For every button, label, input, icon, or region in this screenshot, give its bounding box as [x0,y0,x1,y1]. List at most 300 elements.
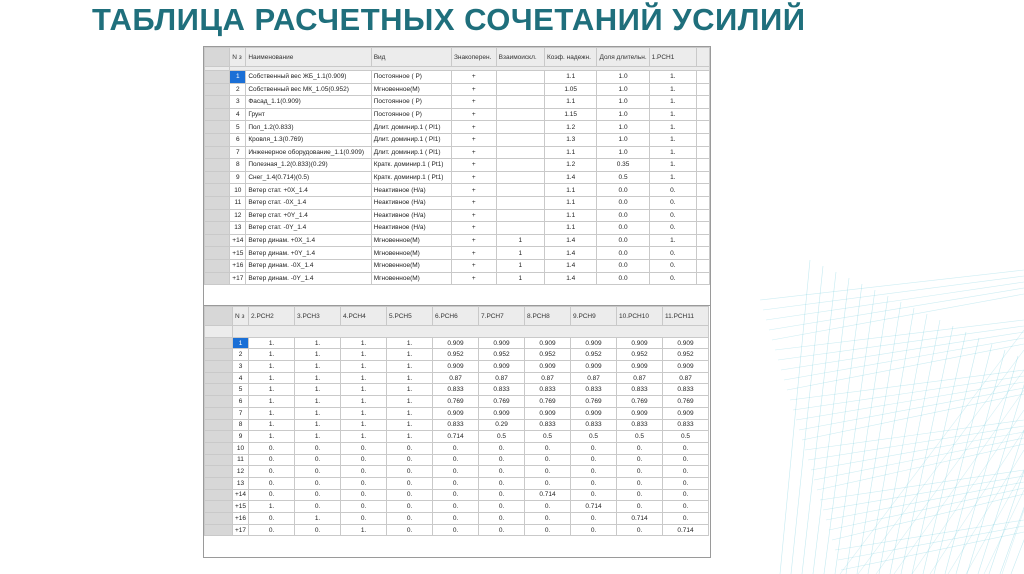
table-cell[interactable]: Неактивное (Н/а) [371,222,451,235]
row-header[interactable] [205,349,233,361]
table-cell[interactable]: Ветер стат. -0X_1.4 [246,196,371,209]
combination-coefficients-table[interactable] [203,305,711,558]
table-cell[interactable]: 0. [249,489,295,501]
table-cell[interactable]: 0.833 [433,419,479,431]
table-cell[interactable]: 0. [341,466,387,478]
table-row[interactable] [205,234,710,247]
table-cell[interactable]: 0. [433,454,479,466]
table-cell[interactable]: 0.5 [571,431,617,443]
table-cell[interactable]: 1. [295,513,341,525]
table-cell[interactable]: 0. [295,477,341,489]
table-cell[interactable]: 0. [525,454,571,466]
table-cell[interactable]: 0. [663,501,709,513]
table-cell[interactable]: 0.5 [479,431,525,443]
table-cell[interactable]: 3 [233,361,249,373]
table-cell[interactable]: Кратк. доминир.1 ( Pt1) [371,171,451,184]
table-row[interactable] [205,196,710,209]
table-row[interactable] [205,272,710,285]
table-cell[interactable]: 0.5 [617,431,663,443]
col-header-rsn8[interactable]: 8.РСН8 [525,307,571,326]
table-cell[interactable]: 0.833 [571,384,617,396]
col-header-rsn11[interactable]: 11.РСН11 [663,307,709,326]
table-cell[interactable]: 1. [341,361,387,373]
table-cell[interactable]: 1 [496,247,544,260]
table-cell[interactable]: 0.952 [663,349,709,361]
table-cell[interactable]: 1. [341,407,387,419]
table-cell[interactable]: 1.4 [544,247,597,260]
row-header[interactable] [205,361,233,373]
table-cell[interactable]: 4 [230,108,246,121]
col-header-sign-alternating[interactable]: Знакоперен. [451,48,496,67]
table-cell[interactable]: 1. [649,121,696,134]
table-cell[interactable]: 0.909 [433,361,479,373]
table-cell[interactable]: 1. [649,234,696,247]
table-cell[interactable]: +15 [230,247,246,260]
table-cell[interactable]: 1. [249,349,295,361]
table-cell[interactable]: Ветер динам. -0X_1.4 [246,259,371,272]
table-cell[interactable]: 0. [617,454,663,466]
col-header-rsn4[interactable]: 4.РСН4 [341,307,387,326]
table-cell[interactable]: 0. [571,524,617,536]
table-cell[interactable]: 0.769 [433,396,479,408]
table-cell[interactable]: Мгновенное(М) [371,83,451,96]
table-cell[interactable]: Ветер динам. +0Y_1.4 [246,247,371,260]
table-cell[interactable]: 0. [663,489,709,501]
table-cell[interactable]: 1. [341,337,387,349]
row-header[interactable] [205,259,230,272]
table-cell[interactable]: 0. [663,513,709,525]
table-row[interactable] [205,146,710,159]
table-cell[interactable]: 0. [479,454,525,466]
table-cell[interactable]: 0.833 [479,384,525,396]
table-cell[interactable]: 1. [249,361,295,373]
table-cell[interactable]: + [451,133,496,146]
table-cell[interactable]: 1. [387,419,433,431]
table-cell[interactable]: 1. [249,384,295,396]
table-cell[interactable]: 1. [387,384,433,396]
table-cell[interactable]: +16 [233,513,249,525]
table-cell[interactable]: Постоянное ( Р) [371,108,451,121]
table-cell[interactable]: 2 [230,83,246,96]
table-cell[interactable] [496,71,544,84]
table-cell[interactable]: Фасад_1.1(0.909) [246,96,371,109]
table-cell[interactable]: +17 [230,272,246,285]
table-cell[interactable]: 0. [433,501,479,513]
table-cell[interactable]: 1. [249,407,295,419]
row-header[interactable] [205,71,230,84]
table-cell[interactable]: 0.909 [663,407,709,419]
table-cell[interactable]: 0.5 [597,171,649,184]
table-cell[interactable]: Мгновенное(М) [371,247,451,260]
table-cell[interactable]: 0. [479,442,525,454]
table-cell[interactable]: 1.1 [544,146,597,159]
table-cell[interactable]: 1. [387,361,433,373]
table-cell[interactable] [496,209,544,222]
row-header[interactable] [205,396,233,408]
table-cell[interactable]: 9 [230,171,246,184]
table-cell[interactable]: + [451,222,496,235]
table-cell[interactable]: 1. [295,407,341,419]
table-row[interactable] [205,431,709,443]
table-cell[interactable]: 0.769 [663,396,709,408]
table-cell[interactable]: 0.909 [663,361,709,373]
table-cell[interactable]: 1. [295,337,341,349]
table-cell[interactable]: 1. [249,372,295,384]
table-cell[interactable]: Мгновенное(М) [371,259,451,272]
table-cell[interactable]: 1.0 [597,71,649,84]
table-cell[interactable]: 1. [295,349,341,361]
row-header[interactable] [205,159,230,172]
table-cell[interactable]: 0. [433,489,479,501]
table-cell[interactable]: 0. [249,454,295,466]
table-cell[interactable]: 0. [617,524,663,536]
table-cell[interactable]: Полезная_1.2(0.833)(0.29) [246,159,371,172]
table-cell[interactable]: 0. [249,442,295,454]
table-cell[interactable]: 0. [295,454,341,466]
col-header-number[interactable]: N з [230,48,246,67]
table-cell[interactable]: 0.909 [525,361,571,373]
col-header-number[interactable]: N з [233,307,249,326]
table-cell[interactable]: 1.15 [544,108,597,121]
table-cell[interactable]: Длит. доминир.1 ( Pl1) [371,121,451,134]
table-cell[interactable]: + [451,209,496,222]
row-header[interactable] [205,146,230,159]
table-row[interactable] [205,442,709,454]
table-cell[interactable]: 1.1 [544,222,597,235]
table-cell[interactable]: 1.05 [544,83,597,96]
table-cell[interactable]: Собственный вес ЖБ_1.1(0.909) [246,71,371,84]
table-cell[interactable]: 0. [479,477,525,489]
table-cell[interactable]: Ветер стат. +0Y_1.4 [246,209,371,222]
table-cell[interactable]: 0.952 [433,349,479,361]
table-cell[interactable]: 0. [387,524,433,536]
table-cell[interactable] [496,96,544,109]
row-header[interactable] [205,184,230,197]
table-cell[interactable]: 0. [649,184,696,197]
table-cell[interactable]: 1. [649,71,696,84]
col-header-rsn3[interactable]: 3.РСН3 [295,307,341,326]
table-cell[interactable]: 1.4 [544,272,597,285]
table-cell[interactable] [496,108,544,121]
table-row[interactable] [205,83,710,96]
row-header[interactable] [205,96,230,109]
table-cell[interactable]: +14 [230,234,246,247]
row-header[interactable] [205,83,230,96]
table-cell[interactable]: 0. [571,442,617,454]
table-cell[interactable]: 0.833 [663,384,709,396]
table-cell[interactable]: 0. [387,489,433,501]
table-cell[interactable]: 0.909 [571,407,617,419]
table-row[interactable] [205,96,710,109]
table-cell[interactable]: 9 [233,431,249,443]
table-cell[interactable]: 1. [387,396,433,408]
table-cell[interactable]: 1. [295,361,341,373]
table-cell[interactable]: 0. [525,442,571,454]
table-cell[interactable]: 0.909 [525,337,571,349]
table-cell[interactable]: 0.833 [617,384,663,396]
table-cell[interactable]: 1. [387,407,433,419]
table-cell[interactable]: 0. [479,513,525,525]
table-cell[interactable]: 1.0 [597,96,649,109]
table-cell[interactable]: 0.952 [525,349,571,361]
row-header[interactable] [205,407,233,419]
table-row[interactable] [205,454,709,466]
table-cell[interactable]: 0. [617,466,663,478]
table-cell[interactable]: 0.833 [663,419,709,431]
table-cell[interactable]: 0. [341,442,387,454]
table-cell[interactable]: 0. [617,477,663,489]
table-cell[interactable]: 1. [249,431,295,443]
table-cell[interactable]: 0.769 [479,396,525,408]
row-header[interactable] [205,477,233,489]
table-cell[interactable]: 1.2 [544,121,597,134]
table-cell[interactable]: 0.769 [571,396,617,408]
table-cell[interactable]: 10 [230,184,246,197]
table-cell[interactable]: Пол_1.2(0.833) [246,121,371,134]
table-cell[interactable]: 5 [230,121,246,134]
col-header-name[interactable]: Наименование [246,48,371,67]
row-header[interactable] [205,121,230,134]
table-row[interactable] [205,259,710,272]
table-cell[interactable]: 0.0 [597,247,649,260]
row-header[interactable] [205,524,233,536]
table-cell[interactable]: 0. [341,454,387,466]
table-cell[interactable]: Кратк. доминир.1 ( Pt1) [371,159,451,172]
table-cell[interactable]: 0. [525,501,571,513]
table-cell[interactable]: 0. [649,272,696,285]
table-cell[interactable]: 0. [249,466,295,478]
table-cell[interactable]: Собственный вес МК_1.05(0.952) [246,83,371,96]
table-cell[interactable]: 1 [230,71,246,84]
table-cell[interactable] [496,133,544,146]
table-cell[interactable]: 1.0 [597,146,649,159]
table-cell[interactable]: + [451,96,496,109]
row-header[interactable] [205,384,233,396]
table-cell[interactable]: + [451,83,496,96]
col-header-rsn5[interactable]: 5.РСН5 [387,307,433,326]
table-cell[interactable]: 1. [249,337,295,349]
table-row[interactable] [205,477,709,489]
table-cell[interactable]: 1.4 [544,171,597,184]
table-cell[interactable]: 1. [249,419,295,431]
table-cell[interactable]: 0. [341,513,387,525]
table-cell[interactable]: 4 [233,372,249,384]
table-cell[interactable]: Ветер стат. +0X_1.4 [246,184,371,197]
table-cell[interactable]: 1. [341,396,387,408]
row-header[interactable] [205,419,233,431]
table-cell[interactable]: 1. [649,108,696,121]
table-cell[interactable]: Постоянное ( Р) [371,96,451,109]
table-row[interactable] [205,247,710,260]
table-cell[interactable]: 0. [571,489,617,501]
table-cell[interactable]: 0. [571,466,617,478]
table-cell[interactable]: 0.909 [479,337,525,349]
table-cell[interactable]: 0. [387,466,433,478]
table-cell[interactable]: 0.769 [617,396,663,408]
table-row[interactable] [205,466,709,478]
table-cell[interactable]: 1. [649,159,696,172]
table-cell[interactable]: 1.0 [597,133,649,146]
table-cell[interactable]: 12 [233,466,249,478]
table-cell[interactable]: 0.0 [597,222,649,235]
table-row[interactable] [205,184,710,197]
table-cell[interactable]: 2 [233,349,249,361]
table-cell[interactable] [496,146,544,159]
table-cell[interactable]: 1.2 [544,159,597,172]
table-cell[interactable]: 10 [233,442,249,454]
table-cell[interactable]: + [451,272,496,285]
row-header[interactable] [205,454,233,466]
table-row[interactable] [205,361,709,373]
table-cell[interactable]: Неактивное (Н/а) [371,196,451,209]
col-header-rsn10[interactable]: 10.РСН10 [617,307,663,326]
table-cell[interactable]: 0.909 [617,337,663,349]
table-cell[interactable]: 0.714 [617,513,663,525]
table-cell[interactable] [496,196,544,209]
table-cell[interactable]: 0. [387,454,433,466]
table-cell[interactable]: 0.714 [663,524,709,536]
table-row[interactable] [205,108,710,121]
table-cell[interactable]: 1. [295,384,341,396]
table-cell[interactable]: 1. [387,372,433,384]
table-cell[interactable]: 3 [230,96,246,109]
table-cell[interactable]: 11 [233,454,249,466]
table-cell[interactable]: 0.87 [663,372,709,384]
table-cell[interactable]: 0. [617,501,663,513]
table-cell[interactable]: 1.0 [597,108,649,121]
table-cell[interactable]: 1.1 [544,184,597,197]
table-cell[interactable]: 1 [496,272,544,285]
table-cell[interactable]: 0. [295,501,341,513]
table-cell[interactable]: + [451,121,496,134]
table-cell[interactable]: 0. [525,466,571,478]
table-cell[interactable]: 0.909 [479,361,525,373]
table-cell[interactable]: 5 [233,384,249,396]
table-cell[interactable]: + [451,159,496,172]
row-header[interactable] [205,196,230,209]
col-header-type[interactable]: Вид [371,48,451,67]
table-cell[interactable]: 0.0 [597,196,649,209]
table-cell[interactable]: +17 [233,524,249,536]
table-cell[interactable]: Ветер динам. +0X_1.4 [246,234,371,247]
table-cell[interactable]: 0.909 [433,407,479,419]
table-row[interactable] [205,349,709,361]
table-cell[interactable]: 0.909 [433,337,479,349]
table-cell[interactable]: + [451,196,496,209]
table-cell[interactable]: 1. [295,372,341,384]
table-cell[interactable]: 1. [387,337,433,349]
table-cell[interactable]: 1. [649,96,696,109]
table-cell[interactable]: 1.0 [597,83,649,96]
table-row[interactable] [205,407,709,419]
table-cell[interactable]: 0.833 [571,419,617,431]
col-header-mutually-exclusive[interactable]: Взаимоискл. [496,48,544,67]
table-cell[interactable]: 0.87 [571,372,617,384]
row-header[interactable] [205,337,233,349]
table-cell[interactable]: Грунт [246,108,371,121]
table-cell[interactable]: 1. [341,372,387,384]
table-cell[interactable]: 0.909 [617,407,663,419]
table-cell[interactable]: 1.1 [544,209,597,222]
col-header-rsn9[interactable]: 9.РСН9 [571,307,617,326]
col-header-reliability-factor[interactable]: Коэф. надежн. [544,48,597,67]
table-cell[interactable]: 0.952 [617,349,663,361]
table-cell[interactable]: + [451,71,496,84]
table-row[interactable] [205,372,709,384]
table-cell[interactable]: 0.909 [571,361,617,373]
table-row[interactable] [205,337,709,349]
table-cell[interactable]: +15 [233,501,249,513]
table-cell[interactable] [496,222,544,235]
table-cell[interactable]: 0. [249,477,295,489]
table-cell[interactable]: Длит. доминир.1 ( Pl1) [371,146,451,159]
table-cell[interactable]: 1 [233,337,249,349]
table-cell[interactable]: +16 [230,259,246,272]
table-cell[interactable]: 0. [663,477,709,489]
table-row[interactable] [205,71,710,84]
row-header[interactable] [205,513,233,525]
col-header-rsn7[interactable]: 7.РСН7 [479,307,525,326]
table-row[interactable] [205,209,710,222]
table-cell[interactable]: 1. [249,501,295,513]
table-cell[interactable]: 1. [387,431,433,443]
table-cell[interactable]: 0.714 [525,489,571,501]
table-cell[interactable]: 1.1 [544,196,597,209]
table-cell[interactable] [496,83,544,96]
table-cell[interactable] [496,184,544,197]
table-cell[interactable]: 0. [571,454,617,466]
table-cell[interactable]: 0. [571,477,617,489]
table-cell[interactable]: 0. [479,501,525,513]
table-cell[interactable]: Инженерное оборудование_1.1(0.909) [246,146,371,159]
table-cell[interactable]: 7 [230,146,246,159]
table-cell[interactable]: 0.952 [479,349,525,361]
table-cell[interactable]: 1.1 [544,71,597,84]
table-row[interactable] [205,133,710,146]
table-row[interactable] [205,419,709,431]
table-cell[interactable]: 0.833 [617,419,663,431]
table-cell[interactable]: 0. [433,442,479,454]
table-cell[interactable]: 0.5 [663,431,709,443]
table-cell[interactable]: 0. [663,442,709,454]
table-cell[interactable]: Снег_1.4(0.714)(0.5) [246,171,371,184]
table-cell[interactable]: 1. [295,431,341,443]
table-cell[interactable]: 13 [233,477,249,489]
row-header[interactable] [205,108,230,121]
table-cell[interactable]: Ветер динам. -0Y_1.4 [246,272,371,285]
row-header[interactable] [205,133,230,146]
row-header[interactable] [205,372,233,384]
table-cell[interactable]: 0.0 [597,234,649,247]
table-row[interactable] [205,513,709,525]
table-cell[interactable]: 0. [479,489,525,501]
table-cell[interactable]: 0.87 [525,372,571,384]
col-header-long-term-share[interactable]: Доля длительн. [597,48,649,67]
table-cell[interactable]: 0.0 [597,259,649,272]
table-cell[interactable]: + [451,184,496,197]
table-cell[interactable]: Мгновенное(М) [371,272,451,285]
table-cell[interactable]: 0.29 [479,419,525,431]
table-cell[interactable]: 0.833 [433,384,479,396]
table-cell[interactable]: 0.87 [617,372,663,384]
row-header[interactable] [205,171,230,184]
table-cell[interactable]: 1. [649,146,696,159]
table-cell[interactable]: 0.909 [617,361,663,373]
load-cases-table[interactable] [203,46,711,307]
table-cell[interactable]: 6 [233,396,249,408]
table-cell[interactable]: 1.3 [544,133,597,146]
row-header[interactable] [205,209,230,222]
